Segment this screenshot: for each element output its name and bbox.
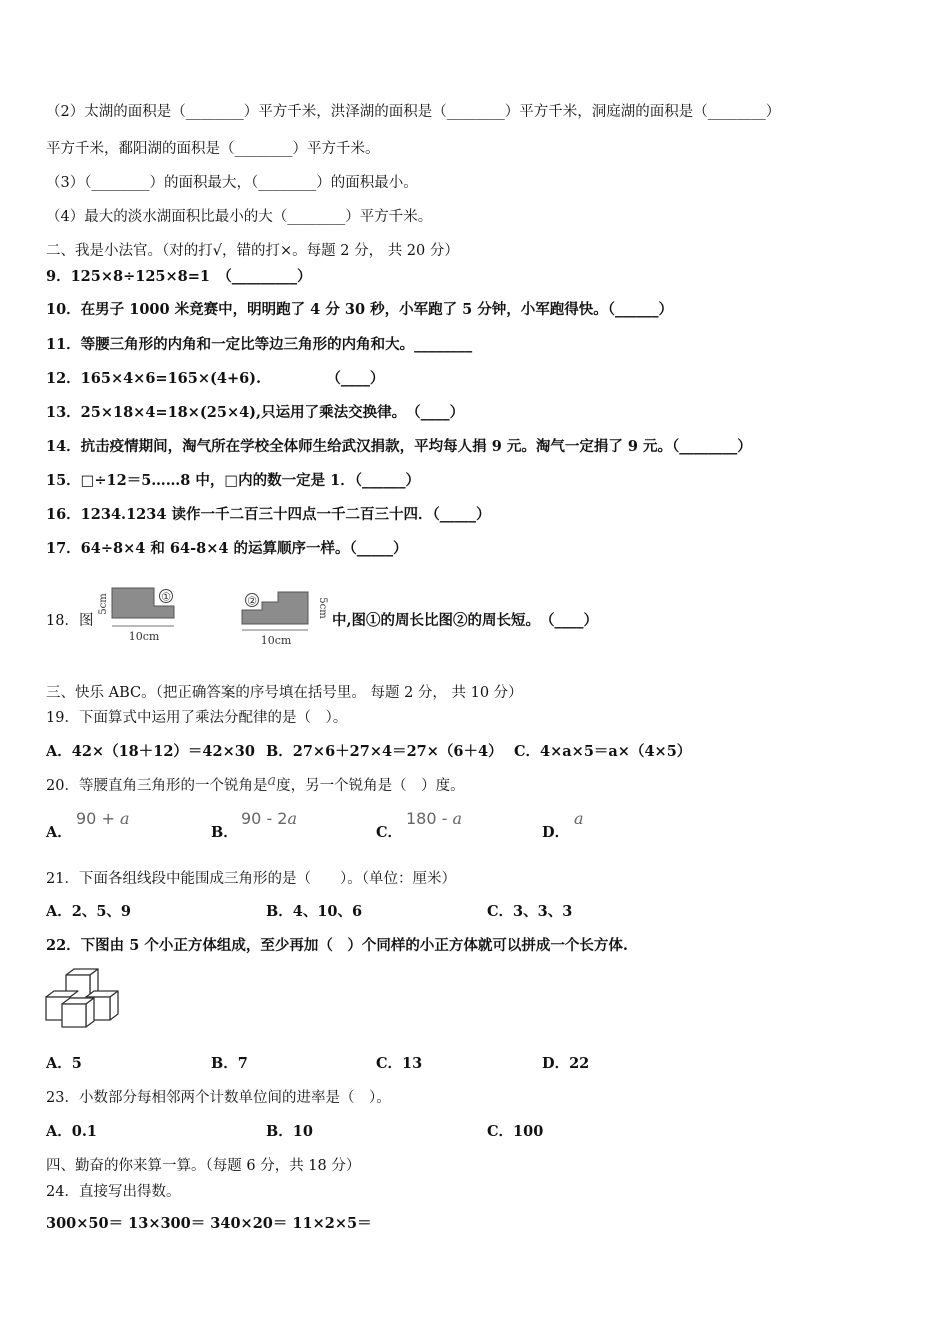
q20-label-d: D． xyxy=(542,824,570,841)
q16: 16．1234.1234 读作一千二百三十四点一千二百三十四．（_____） xyxy=(46,506,491,523)
q20-expr-b xyxy=(241,809,297,828)
q15: 15．□÷12＝5……8 中，□内的数一定是 1．（______） xyxy=(46,472,421,489)
figure-1-circle-label: ① xyxy=(161,590,171,604)
q22-option-a: A．5 xyxy=(46,1055,82,1072)
q20-expr-b-num: 90 - 2 xyxy=(241,809,288,828)
section2-title: 二、我是小法官。（对的打√，错的打×。每题 2 分， 共 20 分） xyxy=(46,243,459,259)
q22-option-c: C．13 xyxy=(376,1055,423,1072)
q19-option-b: B．27×6＋27×4＝27×（6＋4） xyxy=(266,743,503,760)
q21-stem: 21．下面各组线段中能围成三角形的是（ ）。（单位：厘米） xyxy=(46,871,456,887)
q23-stem: 23．小数部分每相邻两个计数单位间的进率是（ ）。 xyxy=(46,1090,391,1106)
q19-stem: 19．下面算式中运用了乘法分配律的是（ ）。 xyxy=(46,710,348,726)
q18-suffix: 中,图①的周长比图②的周长短。 （____） xyxy=(332,612,599,629)
figure-1-height-label: 5cm xyxy=(98,593,109,615)
q22-option-d: D．22 xyxy=(542,1055,590,1072)
q10: 10．在男子 1000 米竞赛中，明明跑了 4 分 30 秒，小军跑了 5 分钟，小军跑得快。（______） xyxy=(46,301,674,318)
section4-title: 四、勤奋的你来算一算。（每题 6 分，共 18 分） xyxy=(46,1158,361,1174)
q14: 14．抗击疫情期间，淘气所在学校全体师生给武汉捐款，平均每人捐 9 元。淘气一定捐了 9 元。（________） xyxy=(46,438,752,455)
q20-expr-c-var: a xyxy=(452,809,463,828)
q22-stem: 22．下图由 5 个小正方体组成，至少再加（ ）个同样的小正方体就可以拼成一个长方体. xyxy=(46,937,628,954)
q21-option-c: C．3、3、3 xyxy=(487,903,573,920)
figure-1-width-label: 10cm xyxy=(128,630,160,643)
q12: 12．165×4×6=165×(4+6). （____） xyxy=(46,370,385,387)
q17: 17．64÷8×4 和 64-8×4 的运算顺序一样。（_____） xyxy=(46,540,408,557)
q20-expr-a xyxy=(76,809,129,828)
q20-expr-d-var: a xyxy=(574,809,584,828)
q19-option-c: C．4×a×5＝a×（4×5） xyxy=(514,743,692,760)
q20-expr-a-num: 90 + xyxy=(76,809,120,828)
q22-option-b: B．7 xyxy=(211,1055,248,1072)
q13: 13．25×18×4=18×(25×4),只运用了乘法交换律。 （____） xyxy=(46,404,465,421)
q18-figure-1 xyxy=(96,582,196,648)
q8-part2-line1: （2）太湖的面积是（________）平方千米，洪泽湖的面积是（________）平方千米，洞庭湖的面积是（________） xyxy=(46,104,781,120)
q18-figure-2 xyxy=(238,586,333,652)
q18-prefix: 18．图 xyxy=(46,613,94,629)
q9: 9．125×8÷125×8=1 （_________） xyxy=(46,268,312,285)
q20-label-c: C． xyxy=(376,824,403,841)
q20-label-a: A． xyxy=(46,824,72,841)
q22-cubes-figure xyxy=(44,966,122,1030)
q23-option-a: A．0.1 xyxy=(46,1123,97,1140)
q20-var: a xyxy=(267,773,277,789)
q20-expr-c xyxy=(406,809,462,828)
figure-2-width-label: 10cm xyxy=(260,634,292,647)
q24-expressions: 300×50＝ 13×300＝ 340×20＝ 11×2×5＝ xyxy=(46,1215,372,1232)
figure-2-height-label: 5cm xyxy=(317,597,328,619)
q8-part4: （4）最大的淡水湖面积比最小的大（________）平方千米。 xyxy=(46,209,433,225)
q23-option-c: C．100 xyxy=(487,1123,544,1140)
q24-stem: 24．直接写出得数。 xyxy=(46,1184,181,1200)
q19-option-a: A．42×（18＋12）＝42×30 xyxy=(46,743,255,760)
section3-title: 三、快乐 ABC。（把正确答案的序号填在括号里。 每题 2 分， 共 10 分） xyxy=(46,685,523,701)
q20-stem-before: 20．等腰直角三角形的一个锐角是 xyxy=(46,778,268,794)
q20-expr-a-var: a xyxy=(119,809,130,828)
q20-expr-d xyxy=(574,809,584,828)
q20-expr-c-num: 180 - xyxy=(406,809,453,828)
q20-label-b: B． xyxy=(211,824,238,841)
q21-option-b: B．4、10、6 xyxy=(266,903,363,920)
q20-stem-after: 度，另一个锐角是（ ）度。 xyxy=(276,778,465,794)
q8-part2-line2: 平方千米，鄱阳湖的面积是（________）平方千米。 xyxy=(46,141,380,157)
q21-option-a: A．2、5、9 xyxy=(46,903,132,920)
q11: 11．等腰三角形的内角和一定比等边三角形的内角和大。________ xyxy=(46,336,473,353)
q23-option-b: B．10 xyxy=(266,1123,313,1140)
q8-part3: （3）（________）的面积最大，（________）的面积最小。 xyxy=(46,175,418,191)
q20-stem xyxy=(46,773,465,796)
q20-expr-b-var: a xyxy=(287,809,298,828)
figure-2-circle-label: ② xyxy=(247,594,257,608)
